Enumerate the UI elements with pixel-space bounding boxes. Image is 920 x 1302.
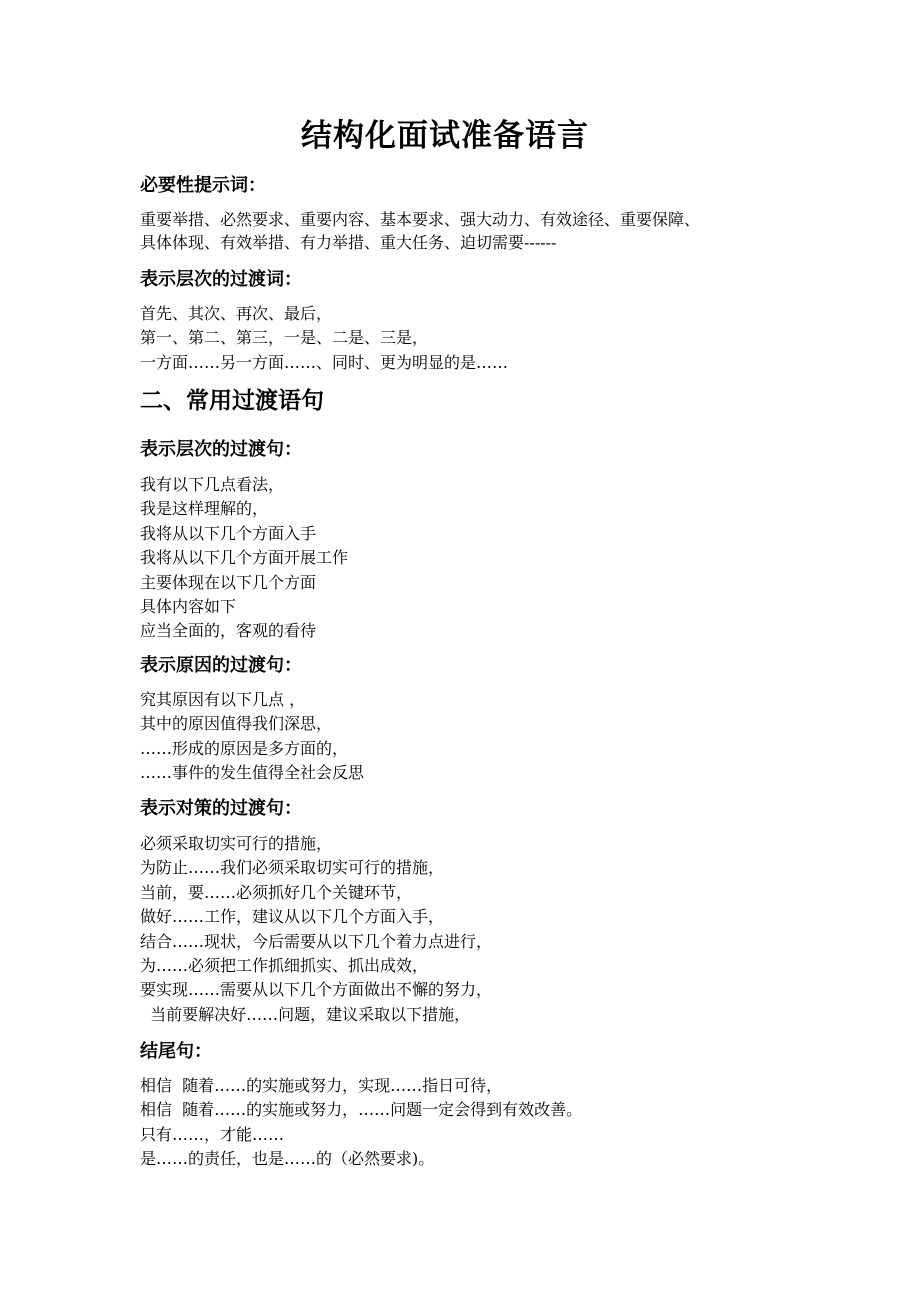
- text-line: 我有以下几点看法，: [140, 475, 285, 494]
- text-line: 要实现……需要从以下几个方面做出不懈的努力，: [140, 980, 493, 1000]
- section-heading: 必要性提示词：: [140, 175, 266, 196]
- section-heading: 表示原因的过渡句：: [140, 655, 302, 676]
- section-lines: [140, 688, 840, 786]
- text-line: 主要体现在以下几个方面: [140, 572, 317, 592]
- text-line: 我将从以下几个方面开展工作: [140, 548, 349, 568]
- text-line: 当前要解决好……问题，建议采取以下措施，: [140, 1004, 471, 1024]
- part-heading: 二、常用过渡语句: [140, 388, 324, 414]
- text-line: 其中的原因值得我们深思，: [140, 714, 333, 734]
- text-line: 重要举措、必然要求、重要内容、基本要求、强大动力、有效途径、重要保障、: [140, 210, 701, 229]
- section-level-words: [140, 267, 840, 375]
- section-part-two: [140, 385, 840, 417]
- text-line: 第一、第二、第三，一是、二是、三是，: [140, 328, 429, 348]
- section-heading: 表示对策的过渡句：: [140, 798, 302, 819]
- section-reason-sentences: [140, 653, 840, 786]
- text-line: 为……必须把工作抓细抓实、抓出成效，: [140, 956, 429, 976]
- section-necessity: [140, 173, 840, 254]
- section-lines: [140, 208, 840, 254]
- text-line: 结合……现状，今后需要从以下几个着力点进行，: [140, 931, 493, 951]
- text-line: 是……的责任，也是……的（必然要求)。: [140, 1149, 435, 1169]
- section-level-sentences: [140, 437, 840, 644]
- section-lines: [140, 302, 840, 375]
- text-line: 具体内容如下: [140, 597, 237, 617]
- section-heading: 表示层次的过渡词：: [140, 269, 302, 290]
- section-lines: [140, 473, 840, 644]
- text-line: 相信 随着……的实施或努力，实现……指日可待，: [140, 1076, 503, 1095]
- text-line: 必须采取切实可行的措施，: [140, 834, 333, 853]
- document-title: 结构化面试准备语言: [301, 118, 589, 154]
- text-line: 究其原因有以下几点 ，: [140, 690, 306, 709]
- text-line: 只有……，才能……: [140, 1124, 285, 1144]
- text-line: 我是这样理解的，: [140, 499, 269, 519]
- text-line: 应当全面的，客观的看待: [140, 621, 317, 641]
- text-line: 具体体现、有效举措、有力举措、重大任务、迫切需要------: [140, 233, 557, 252]
- section-closing-sentences: [140, 1039, 840, 1172]
- section-lines: [140, 1074, 840, 1172]
- section-countermeasure-sentences: [140, 796, 840, 1027]
- text-line: 为防止……我们必须采取切实可行的措施，: [140, 858, 445, 878]
- text-line: ……形成的原因是多方面的，: [140, 738, 349, 758]
- text-line: 当前，要……必须抓好几个关键环节，: [140, 882, 413, 902]
- section-heading: 表示层次的过渡句：: [140, 439, 302, 460]
- section-lines: [140, 832, 840, 1027]
- text-line: 我将从以下几个方面入手: [140, 523, 317, 543]
- text-line: ……事件的发生值得全社会反思: [140, 763, 365, 783]
- text-line: 一方面……另一方面……、同时、更为明显的是……: [140, 352, 509, 372]
- text-line: 相信 随着……的实施或努力，……问题一定会得到有效改善。: [140, 1100, 583, 1120]
- text-line: 做好……工作，建议从以下几个方面入手，: [140, 907, 445, 927]
- text-line: 首先、其次、再次、最后，: [140, 304, 333, 323]
- section-heading: 结尾句：: [140, 1041, 212, 1062]
